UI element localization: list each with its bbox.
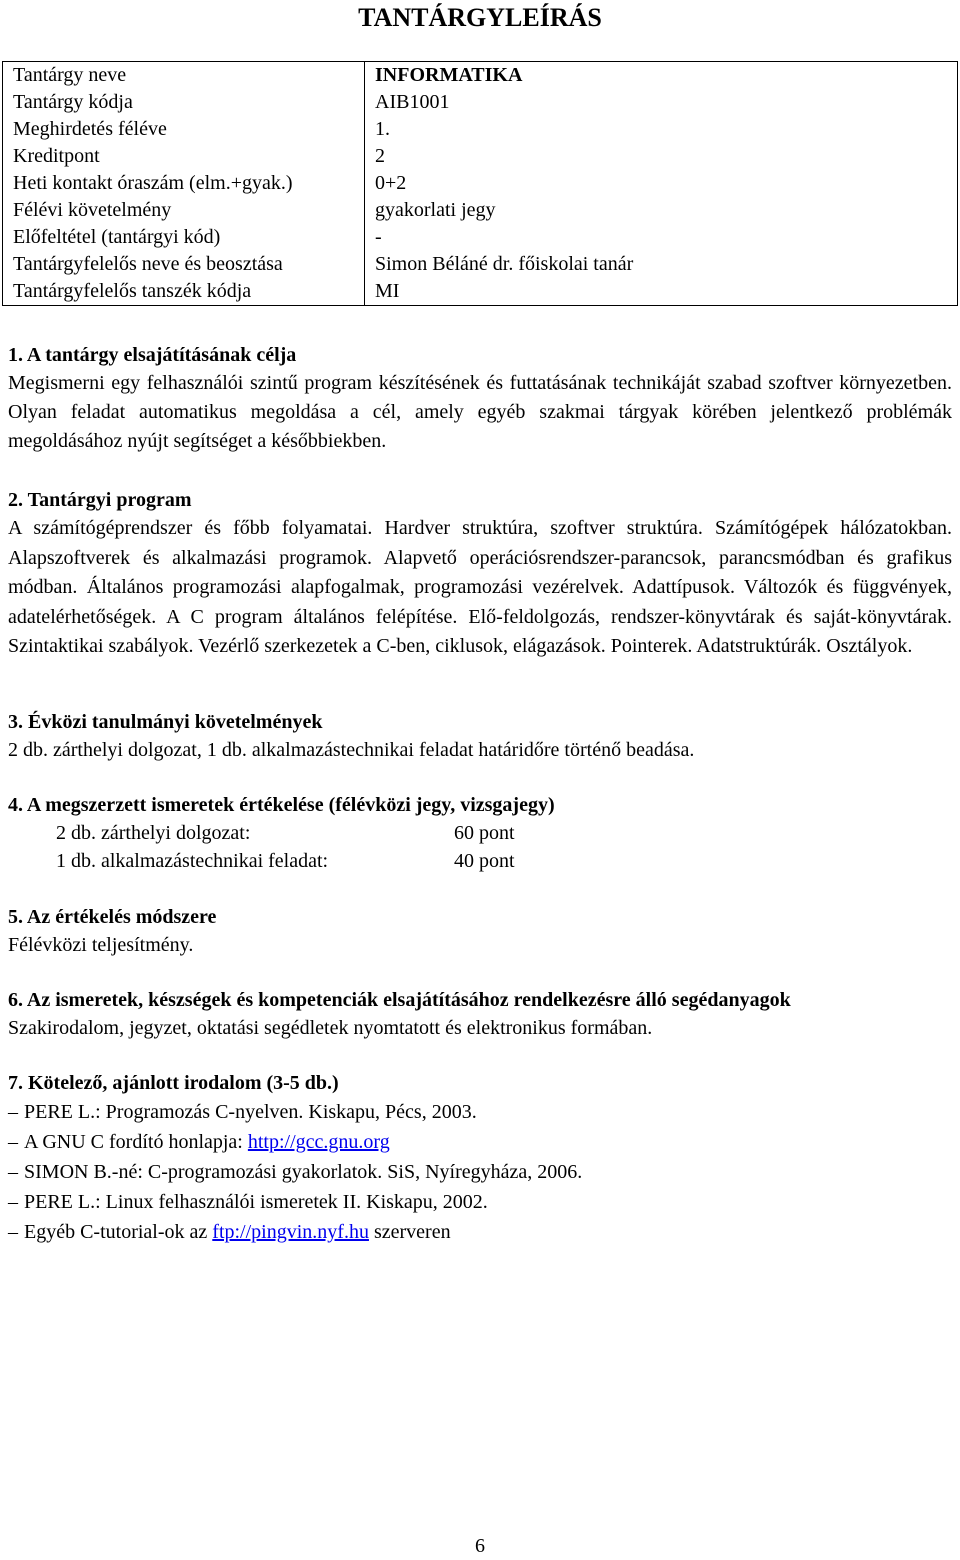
- section-method: [8, 903, 952, 959]
- list-item: [8, 1157, 952, 1187]
- dash-bullet-icon: –: [8, 1101, 18, 1123]
- table-row: [3, 224, 958, 251]
- table-row: [3, 89, 958, 116]
- info-label: Kreditpont: [3, 143, 365, 170]
- reference-list: [8, 1097, 952, 1247]
- section-literature: [8, 1069, 952, 1247]
- dash-bullet-icon: –: [8, 1221, 18, 1243]
- section-requirements: [8, 708, 952, 764]
- info-label: Tantárgy neve: [3, 62, 365, 90]
- reference-text: SIMON B.-né: C-programozási gyakorlatok. SiS, Nyíregyháza, 2006.: [24, 1161, 583, 1183]
- ftp-link[interactable]: ftp://pingvin.nyf.hu: [212, 1221, 369, 1243]
- info-label: Előfeltétel (tantárgyi kód): [3, 224, 365, 251]
- info-label: Félévi követelmény: [3, 197, 365, 224]
- section-heading: 6. Az ismeretek, készségek és kompetenciák elsajátításához rendelkezésre álló segédanyagok: [8, 989, 791, 1011]
- section-program: [8, 486, 952, 662]
- info-label: Tantárgyfelelős tanszék kódja: [3, 278, 365, 306]
- dash-bullet-icon: –: [8, 1131, 18, 1153]
- evaluation-row: [8, 819, 952, 847]
- section-heading: 2. Tantárgyi program: [8, 489, 192, 511]
- info-value: MI: [365, 278, 958, 306]
- info-value: 0+2: [365, 170, 958, 197]
- info-label: Meghirdetés féléve: [3, 116, 365, 143]
- evaluation-points: 60 pont: [454, 822, 515, 844]
- table-row: [3, 116, 958, 143]
- evaluation-item: 2 db. zárthelyi dolgozat:: [56, 822, 251, 844]
- section-goal: [8, 341, 952, 456]
- section-evaluation: [8, 791, 952, 875]
- info-value: -: [365, 224, 958, 251]
- table-row: [3, 197, 958, 224]
- info-value: gyakorlati jegy: [365, 197, 958, 224]
- dash-bullet-icon: –: [8, 1191, 18, 1213]
- info-value: 1.: [365, 116, 958, 143]
- section-heading: 3. Évközi tanulmányi követelmények: [8, 711, 323, 733]
- page-title: TANTÁRGYLEÍRÁS: [358, 3, 602, 32]
- page-number: 6: [475, 1535, 485, 1557]
- section-heading: 4. A megszerzett ismeretek értékelése (félévközi jegy, vizsgajegy): [8, 794, 555, 816]
- evaluation-points: 40 pont: [454, 850, 515, 872]
- section-heading: 7. Kötelező, ajánlott irodalom (3-5 db.): [8, 1072, 339, 1094]
- section-body: Szakirodalom, jegyzet, oktatási segédletek nyomtatott és elektronikus formában.: [8, 1017, 653, 1039]
- list-item: [8, 1217, 952, 1247]
- list-item: [8, 1097, 952, 1127]
- info-value: INFORMATIKA: [365, 62, 958, 90]
- list-item: [8, 1187, 952, 1217]
- gcc-link[interactable]: http://gcc.gnu.org: [247, 1131, 390, 1153]
- info-label: Tantárgyfelelős neve és beosztása: [3, 251, 365, 278]
- reference-text: szerveren: [368, 1221, 451, 1243]
- info-value: AIB1001: [365, 89, 958, 116]
- section-heading: 1. A tantárgy elsajátításának célja: [8, 344, 297, 366]
- section-body: 2 db. zárthelyi dolgozat, 1 db. alkalmazástechnikai feladat határidőre történő beadása.: [8, 739, 695, 761]
- reference-text: PERE L.: Linux felhasználói ismeretek II. Kiskapu, 2002.: [24, 1191, 488, 1213]
- table-row: [3, 278, 958, 306]
- reference-text: PERE L.: Programozás C-nyelven. Kiskapu, Pécs, 2003.: [24, 1101, 477, 1123]
- table-row: [3, 143, 958, 170]
- dash-bullet-icon: –: [8, 1161, 18, 1183]
- section-materials: [8, 986, 952, 1042]
- table-row: [3, 170, 958, 197]
- section-body: A számítógéprendszer és főbb folyamatai. Hardver struktúra, szoftver struktúra. Számítógépek hálózatokban. Alapszoftverek és alkalmazási programok. Alapvető operációsrendszer-parancsok, parancsmódban és grafikus módban. Általános programozási alapfogalmak, programozási vezérelvek. Adattípusok. Változók és függvények, adatelérhetőségek. A C program általános felépítése. Elő-feldolgozás, rendszer-könyvtárak és saját-könyvtárak. Szintaktikai szabályok. Vezérlő szerkezetek a C-ben, ciklusok, elágazások. Pointerek. Adatstruktúrák. Osztályok.: [8, 517, 952, 657]
- section-body: Félévközi teljesítmény.: [8, 934, 194, 956]
- info-value: Simon Béláné dr. főiskolai tanár: [365, 251, 958, 278]
- reference-text: Egyéb C-tutorial-ok az: [24, 1221, 213, 1243]
- table-row: [3, 251, 958, 278]
- list-item: [8, 1127, 952, 1157]
- reference-text: A GNU C fordító honlapja:: [24, 1131, 248, 1153]
- section-heading: 5. Az értékelés módszere: [8, 906, 217, 928]
- info-label: Tantárgy kódja: [3, 89, 365, 116]
- course-info-table: [2, 61, 958, 306]
- info-label: Heti kontakt óraszám (elm.+gyak.): [3, 170, 365, 197]
- evaluation-item: 1 db. alkalmazástechnikai feladat:: [56, 850, 329, 872]
- table-row: [3, 62, 958, 90]
- info-value: 2: [365, 143, 958, 170]
- section-body: Megismerni egy felhasználói szintű program készítésének és futtatásának technikáját szabad szoftver környezetben. Olyan feladat automatikus megoldása a cél, amely egyéb szakmai tárgyak körében jelentkező problémák megoldásához nyújt segítséget a későbbiekben.: [8, 372, 952, 452]
- evaluation-row: [8, 847, 952, 875]
